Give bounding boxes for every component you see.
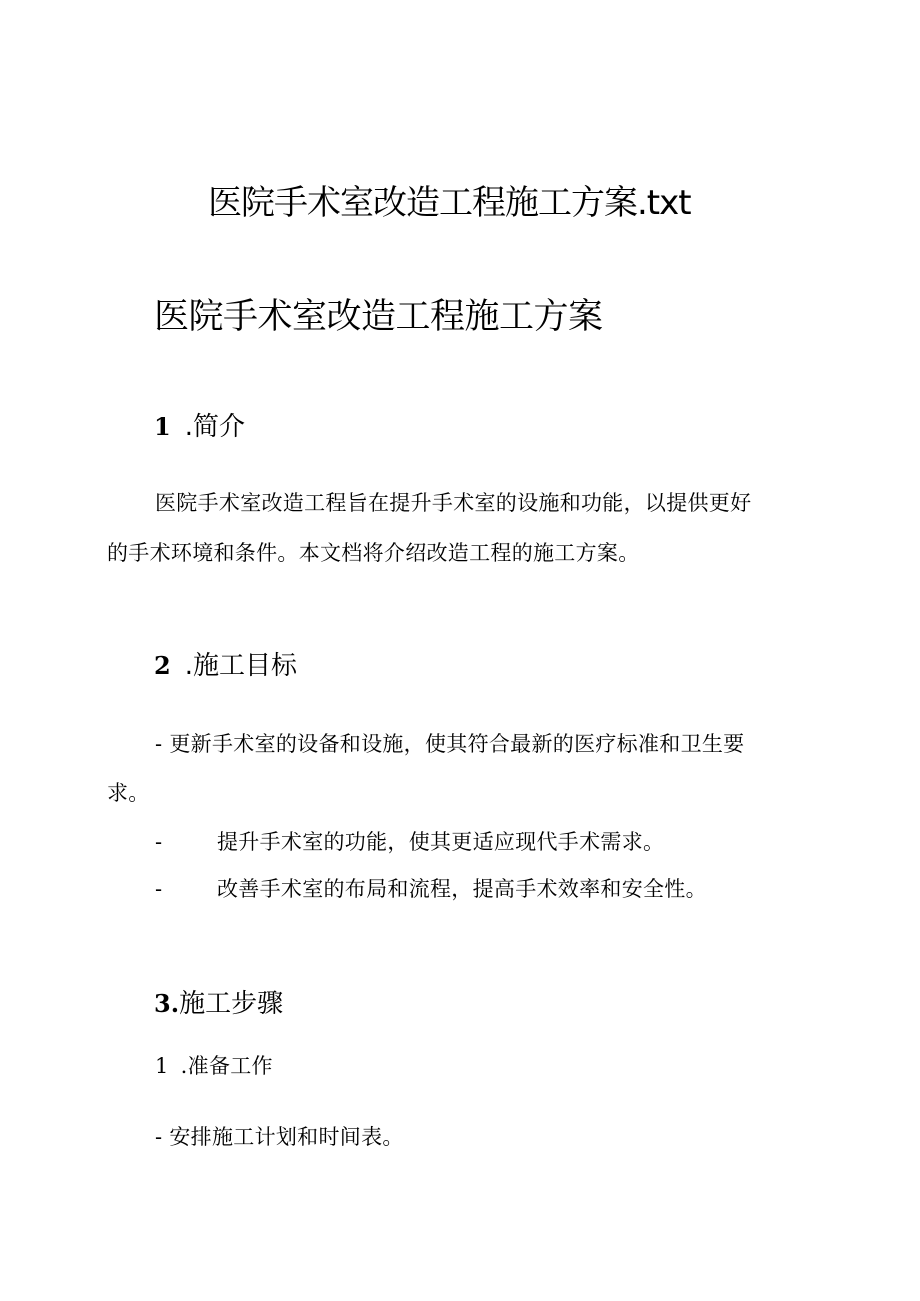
section-2-heading <box>154 645 297 682</box>
subsection-1-heading <box>155 1050 273 1080</box>
section-1-heading <box>154 406 245 443</box>
subsection-1-number: 1 <box>155 1054 169 1078</box>
goal-3-text: 改善手术室的布局和流程，提高手术效率和安全性。 <box>217 877 707 901</box>
goal-1-line-1: - 更新手术室的设备和设施，使其符合最新的医疗标准和卫生要 <box>155 732 745 756</box>
section-1-paragraph-line-2: 的手术环境和条件。本文档将介绍改造工程的施工方案。 <box>107 541 640 565</box>
section-3-number: 3. <box>154 989 180 1018</box>
section-2-title: .施工目标 <box>184 651 297 681</box>
document-heading: 医院手术室改造工程施工方案 <box>154 297 603 337</box>
document-file-title: 医院手术室改造工程施工方案.txt <box>208 183 691 223</box>
section-1-number: 1 <box>154 412 171 441</box>
section-2-number: 2 <box>154 651 171 680</box>
goal-3-item <box>155 873 707 903</box>
goal-1-line-2: 求。 <box>107 781 150 805</box>
section-1-paragraph-line-1: 医院手术室改造工程旨在提升手术室的设施和功能，以提供更好 <box>155 491 752 515</box>
goal-2-dash: - <box>155 830 163 854</box>
goal-2-text: 提升手术室的功能，使其更适应现代手术需求。 <box>217 830 665 854</box>
goal-3-dash: - <box>155 877 163 901</box>
goal-2-item <box>155 826 664 856</box>
section-3-title: 施工步骤 <box>179 989 284 1019</box>
subsection-1-title: .准备工作 <box>180 1054 273 1078</box>
section-1-title: .简介 <box>184 412 245 442</box>
section-3-heading <box>154 983 283 1020</box>
subsection-1-item-1: - 安排施工计划和时间表。 <box>155 1125 404 1149</box>
